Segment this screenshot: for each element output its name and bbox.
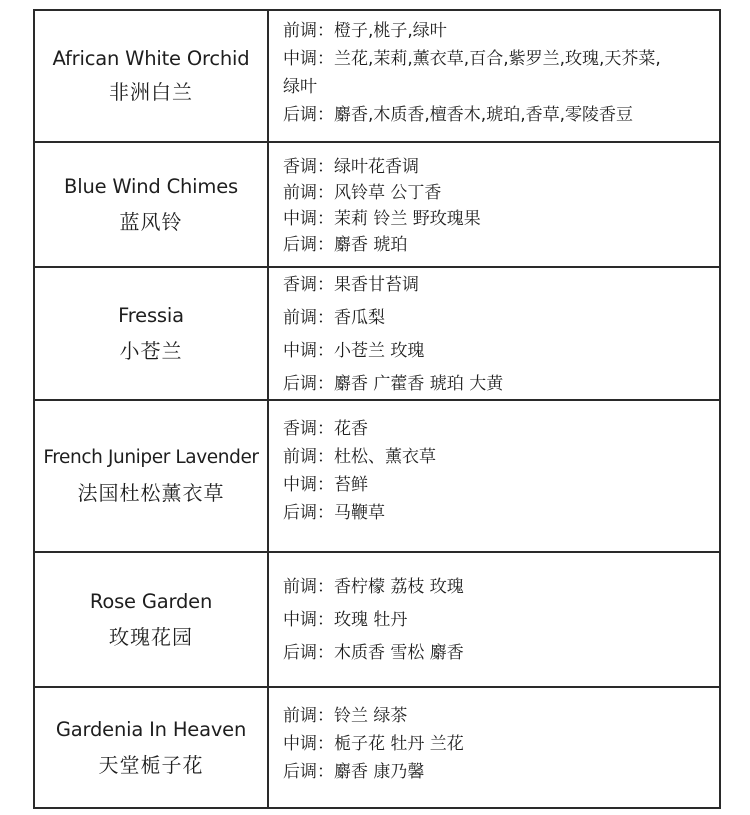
note-line: 中调：玫瑰 牡丹	[283, 610, 408, 630]
note-line: 中调：兰花,茉莉,薰衣草,百合,紫罗兰,玫瑰,天芥菜,	[283, 49, 661, 69]
fragrance-name-cell	[35, 688, 269, 807]
fragrance-english-name: African White Orchid	[52, 47, 250, 70]
fragrance-english-name: Blue Wind Chimes	[64, 174, 238, 198]
table-row	[35, 143, 719, 268]
fragrance-notes-cell	[269, 11, 719, 141]
fragrance-notes-cell	[269, 268, 719, 399]
table-row	[35, 688, 719, 809]
fragrance-chinese-name: 玫瑰花园	[109, 624, 193, 649]
note-line: 后调：麝香 广藿香 琥珀 大黄	[283, 373, 504, 394]
fragrance-chinese-name: 蓝风铃	[119, 209, 183, 234]
note-line: 中调：茉莉 铃兰 野玫瑰果	[283, 208, 481, 229]
table-row	[35, 11, 719, 143]
table-row	[35, 553, 719, 688]
fragrance-name-cell	[35, 11, 269, 141]
table-row	[35, 401, 719, 553]
table-row	[35, 268, 719, 401]
note-line: 中调：苔鲜	[283, 475, 368, 495]
note-line: 香调：花香	[283, 419, 368, 439]
note-line: 后调：马鞭草	[283, 503, 385, 523]
fragrance-chinese-name: 非洲白兰	[109, 80, 193, 104]
fragrance-english-name: French Juniper Lavender	[43, 447, 259, 468]
note-line: 后调：麝香 琥珀	[283, 234, 408, 255]
fragrance-name-cell	[35, 553, 269, 686]
fragrance-english-name: Rose Garden	[89, 589, 213, 613]
note-line: 香调：果香甘苔调	[283, 274, 419, 295]
note-line: 前调：香柠檬 荔枝 玫瑰	[283, 577, 464, 597]
fragrance-english-name: Fressia	[118, 303, 184, 327]
fragrance-notes-cell	[269, 143, 719, 266]
note-line: 后调：麝香,木质香,檀香木,琥珀,香草,零陵香豆	[283, 105, 634, 125]
note-line: 前调：铃兰 绿茶	[283, 706, 408, 726]
note-line: 绿叶	[283, 77, 317, 97]
fragrance-chinese-name: 天堂栀子花	[98, 752, 204, 777]
fragrance-name-cell	[35, 143, 269, 266]
fragrance-notes-cell	[269, 688, 719, 807]
fragrance-notes-cell	[269, 553, 719, 686]
note-line: 中调：栀子花 牡丹 兰花	[283, 734, 464, 754]
fragrance-chinese-name: 小苍兰	[119, 338, 183, 363]
note-line: 前调：橙子,桃子,绿叶	[283, 21, 447, 41]
note-line: 后调：麝香 康乃馨	[283, 762, 425, 782]
note-line: 前调：杜松、薰衣草	[283, 447, 436, 467]
note-line: 香调：绿叶花香调	[283, 156, 419, 177]
fragrance-notes-cell	[269, 401, 719, 551]
note-line: 前调：香瓜梨	[283, 307, 385, 328]
note-line: 后调：木质香 雪松 麝香	[283, 643, 464, 663]
fragrance-name-cell	[35, 268, 269, 399]
note-line: 中调：小苍兰 玫瑰	[283, 340, 425, 361]
fragrance-chinese-name: 法国杜松薰衣草	[77, 481, 225, 505]
note-line: 前调：风铃草 公丁香	[283, 182, 442, 203]
fragrance-notes-table	[33, 9, 721, 809]
fragrance-english-name: Gardenia In Heaven	[55, 717, 247, 741]
fragrance-name-cell	[35, 401, 269, 551]
